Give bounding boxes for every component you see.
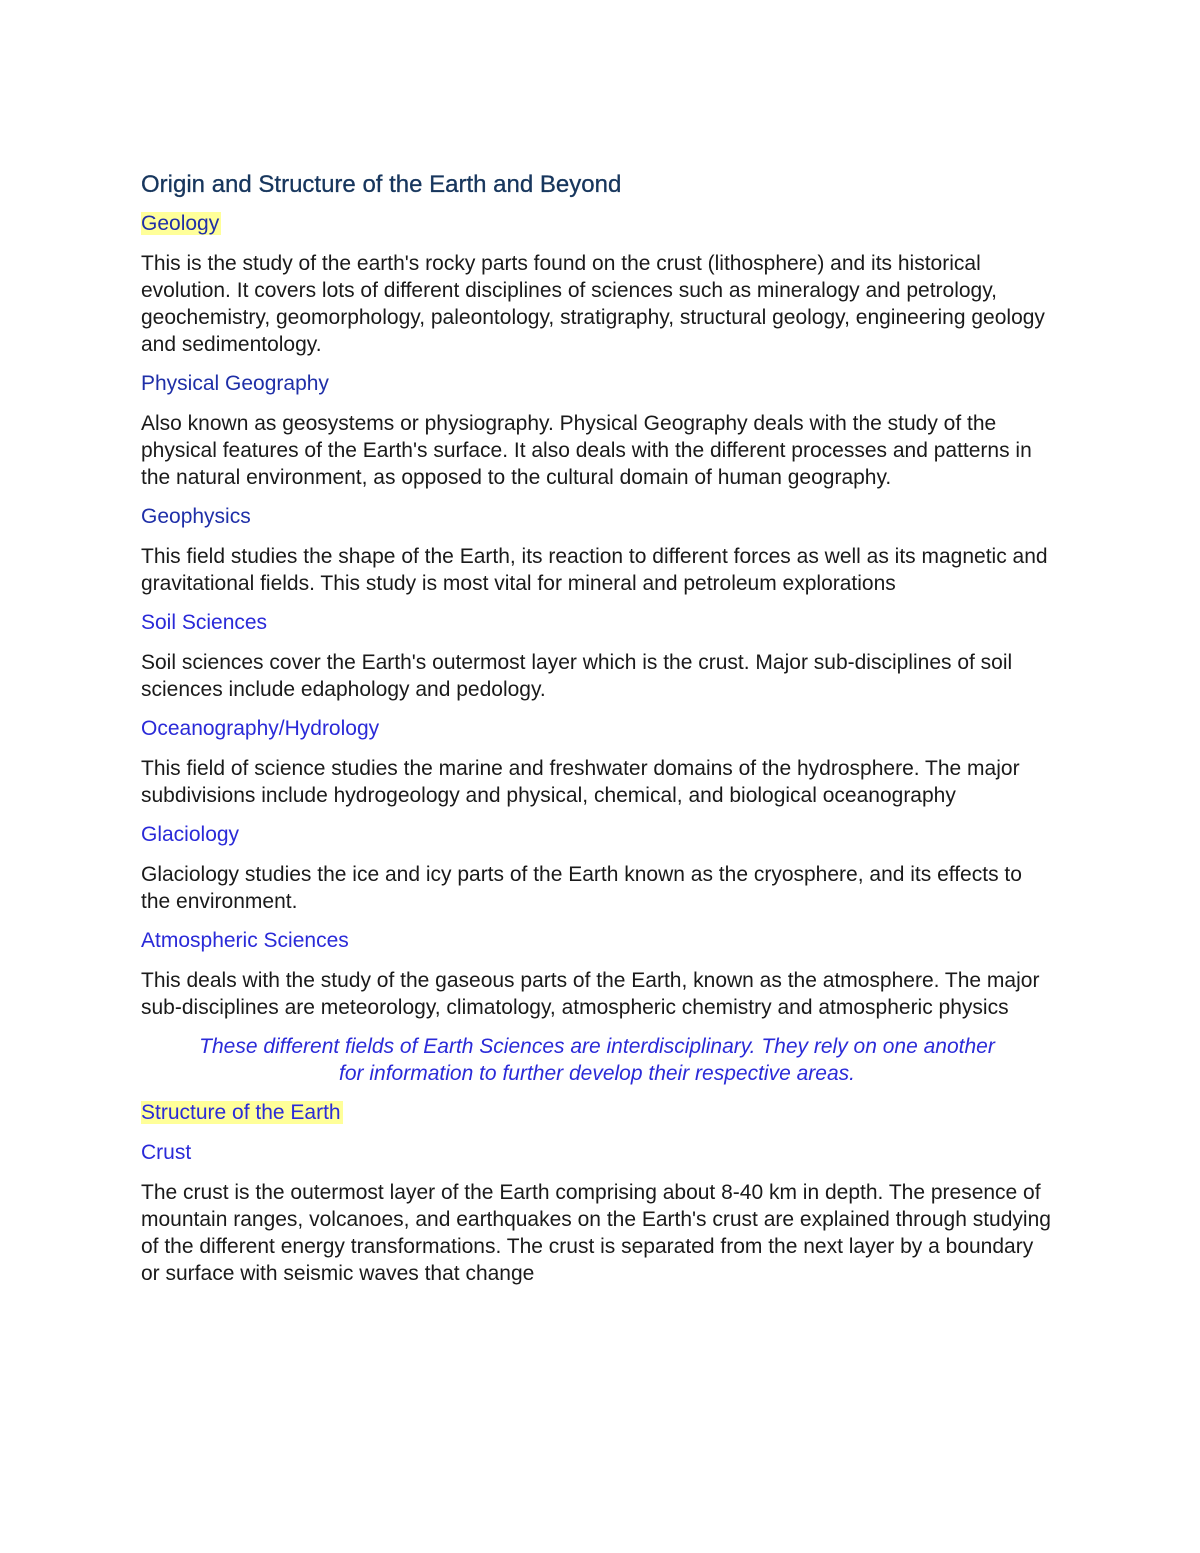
section-body-oceanography: This field of science studies the marine and freshwater domains of the hydrosphere. The major subdivisions include hydrogeology and physical, chemical, and biological oceanography	[141, 757, 1020, 807]
document-page	[141, 168, 1053, 1299]
section-body-atmospheric-sciences: This deals with the study of the gaseous parts of the Earth, known as the atmosphere. The major sub-disciplines are meteorology, climatology, atmospheric chemistry and atmospheric physics	[141, 969, 1040, 1019]
section-heading-soil-sciences: Soil Sciences	[141, 611, 268, 634]
highlighted-heading: Geology	[141, 212, 220, 235]
note-line-1: These different fields of Earth Sciences are interdisciplinary. They rely on one another	[199, 1035, 995, 1058]
section-heading-glaciology: Glaciology	[141, 823, 240, 846]
section-heading-geophysics: Geophysics	[141, 505, 251, 528]
interdisciplinary-note	[141, 1033, 1053, 1087]
section-body-crust: The crust is the outermost layer of the Earth comprising about 8-40 km in depth. The presence of mountain ranges, volcanoes, and earthquakes on the Earth's crust are explained through studying of the different energy transformations. The crust is separated from the next layer by a boundary or surface with seismic waves that change	[141, 1181, 1051, 1285]
section-heading-geology	[141, 210, 1053, 238]
document-title: Origin and Structure of the Earth and Beyond	[141, 171, 622, 198]
section-body-geophysics: This field studies the shape of the Earth, its reaction to different forces as well as its magnetic and gravitational fields. This study is most vital for mineral and petroleum explorations	[141, 545, 1048, 595]
highlighted-heading: Structure of the Earth	[141, 1101, 341, 1124]
section-body-soil-sciences: Soil sciences cover the Earth's outermost layer which is the crust. Major sub-disciplines of soil sciences include edaphology and pedology.	[141, 651, 1013, 701]
section-heading-atmospheric-sciences: Atmospheric Sciences	[141, 929, 349, 952]
section-body-physical-geography: Also known as geosystems or physiography. Physical Geography deals with the study of the physical features of the Earth's surface. It also deals with the different processes and patterns in the natural environment, as opposed to the cultural domain of human geography.	[141, 412, 1032, 489]
section-heading-oceanography: Oceanography/Hydrology	[141, 717, 380, 740]
section-body-glaciology: Glaciology studies the ice and icy parts of the Earth known as the cryosphere, and its effects to the environment.	[141, 863, 1022, 913]
section-heading-physical-geography: Physical Geography	[141, 372, 329, 395]
section-heading-crust: Crust	[141, 1141, 192, 1164]
section-heading-structure-of-earth	[141, 1099, 1053, 1127]
note-line-2: for information to further develop their respective areas.	[339, 1062, 855, 1085]
section-body-geology: This is the study of the earth's rocky parts found on the crust (lithosphere) and its historical evolution. It covers lots of different disciplines of sciences such as mineralogy and petrology, geochemistry, geomorphology, paleontology, stratigraphy, structural geology, engineering geology and sedimentology.	[141, 252, 1045, 356]
